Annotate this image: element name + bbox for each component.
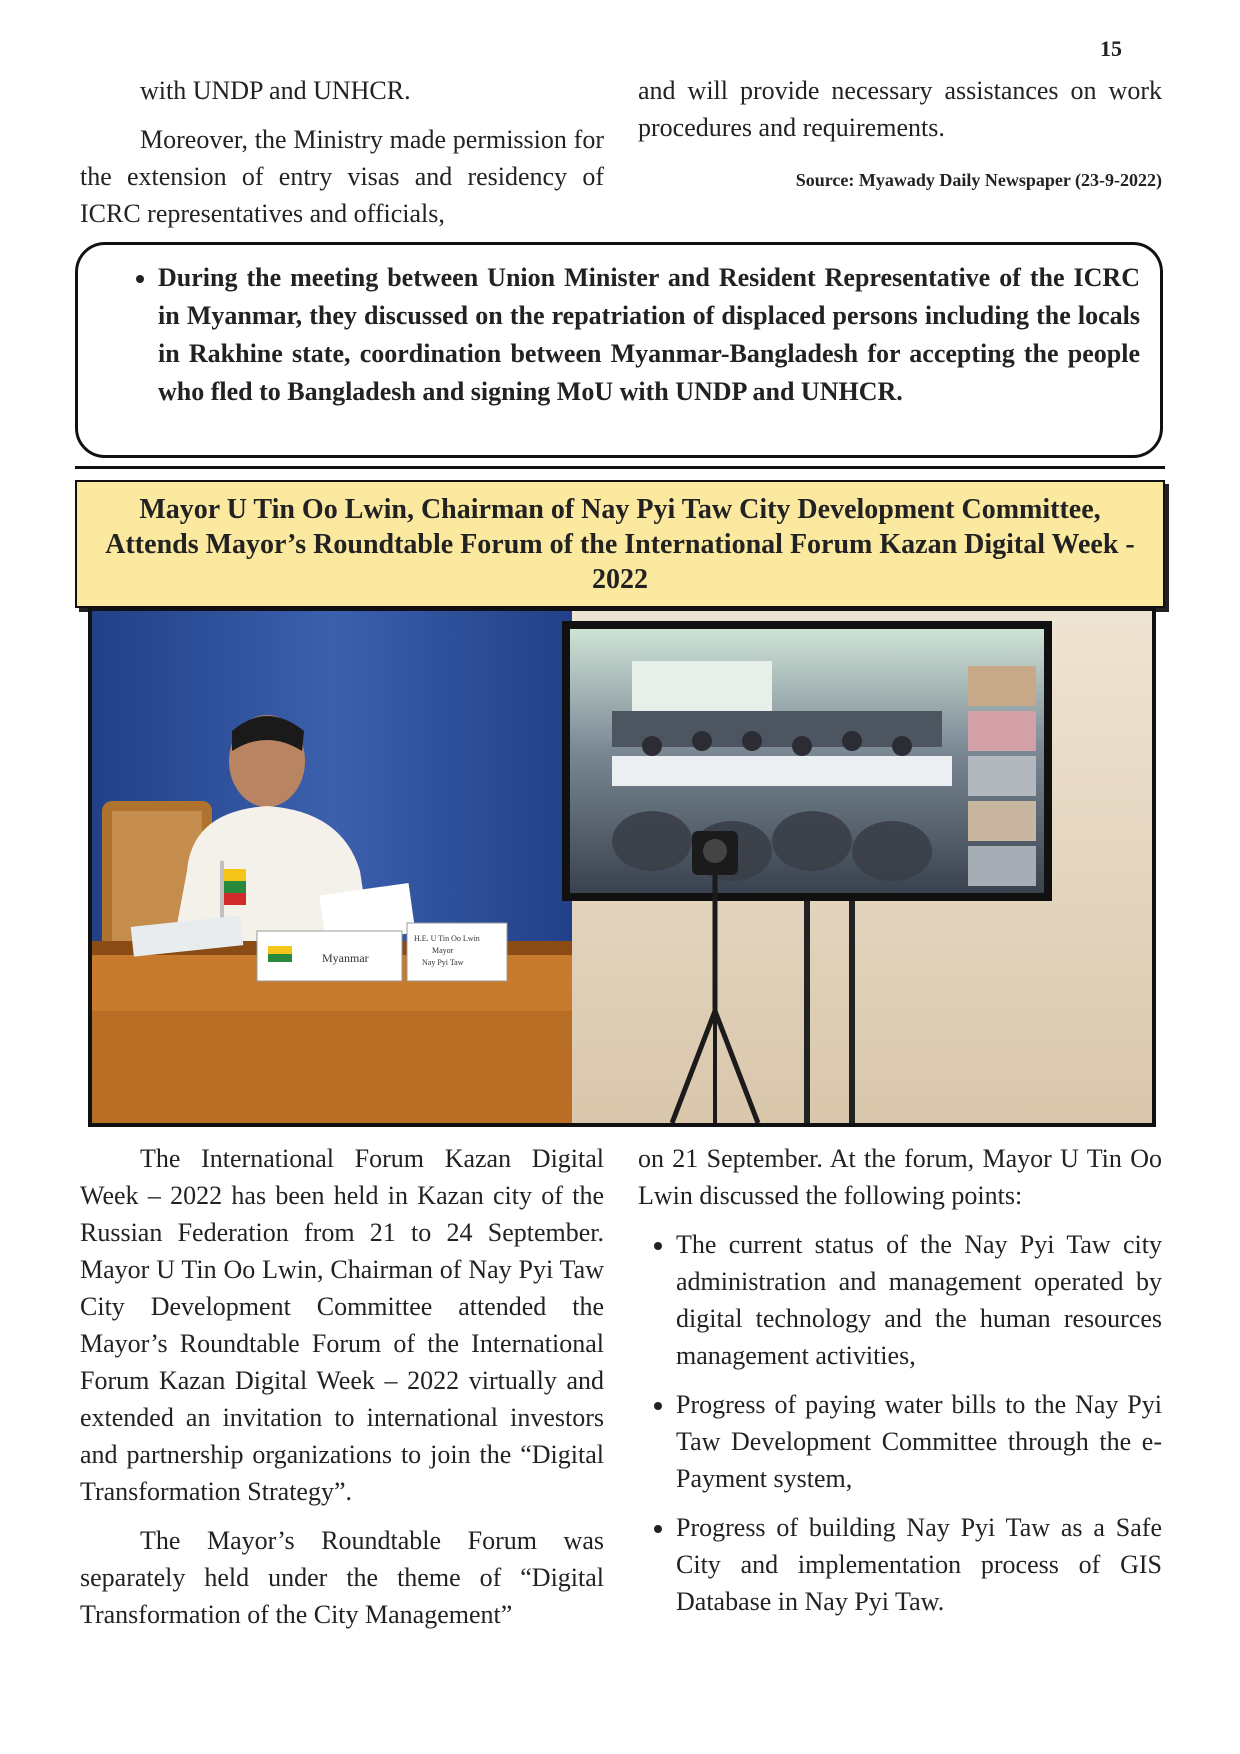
divider-rule [75,466,1165,469]
bottom-left-column [80,1140,604,1645]
list-item: • Progress of building Nay Pyi Taw as a Safe City and implementation process of GIS Database in Nay Pyi Taw. [676,1509,1162,1620]
list-item: • The current status of the Nay Pyi Taw city administration and management operated by digital technology and the human resources management activities, [676,1226,1162,1374]
nameplate-text: Myanmar [322,951,369,965]
top-right-column [638,72,1162,199]
top-left-column [80,72,604,244]
source-citation: Source: Myawady Daily Newspaper (23-9-2022) [795,170,1162,190]
highlight-bullet: • During the meeting between Union Minister and Resident Representative of the ICRC in Myanmar, they discussed on the repatriation of displaced persons including the locals in Rakhine state, coordination between Myanmar-Bangladesh for accepting the people who fled to Bangladesh and signing MoU with UNDP and UNHCR. [158,259,1140,411]
paragraph: The Mayor’s Roundtable Forum was separately held under the theme of “Digital Transformation of the City Management” [80,1526,604,1629]
svg-text:H.E. U Tin Oo Lwin: H.E. U Tin Oo Lwin [414,934,480,943]
highlight-box [75,242,1163,458]
bottom-right-column [638,1140,1162,1632]
svg-text:Nay Pyi Taw: Nay Pyi Taw [422,958,464,967]
article-photo [88,607,1156,1127]
paragraph: with UNDP and UNHCR. [140,76,411,105]
paragraph: The International Forum Kazan Digital Week – 2022 has been held in Kazan city of the Russian Federation from 21 to 24 September. Mayor U Tin Oo Lwin, Chairman of Nay Pyi Taw City Development Committee attended the Mayor’s Roundtable Forum of the International Forum Kazan Digital Week – 2022 virtually and extended an invitation to international investors and partnership organizations to join the “Digital Transformation Strategy”. [80,1144,604,1506]
list-item: • Progress of paying water bills to the Nay Pyi Taw Development Committee through the e-Payment system, [676,1386,1162,1497]
page-number: 15 [1100,36,1122,61]
paragraph: and will provide necessary assistances on work procedures and requirements. [638,76,1162,142]
points-list [638,1226,1162,1620]
svg-text:Mayor: Mayor [432,946,454,955]
article-title: Mayor U Tin Oo Lwin, Chairman of Nay Pyi Taw City Development Committee, Attends Mayor’s Roundtable Forum of the International Forum Kazan Digital Week - 2022 [75,480,1165,608]
photo-illustration [92,611,1152,1123]
paragraph: Moreover, the Ministry made permission for the extension of entry visas and residency of ICRC representatives and officials, [80,125,604,228]
paragraph: on 21 September. At the forum, Mayor U Tin Oo Lwin discussed the following points: [638,1144,1162,1210]
